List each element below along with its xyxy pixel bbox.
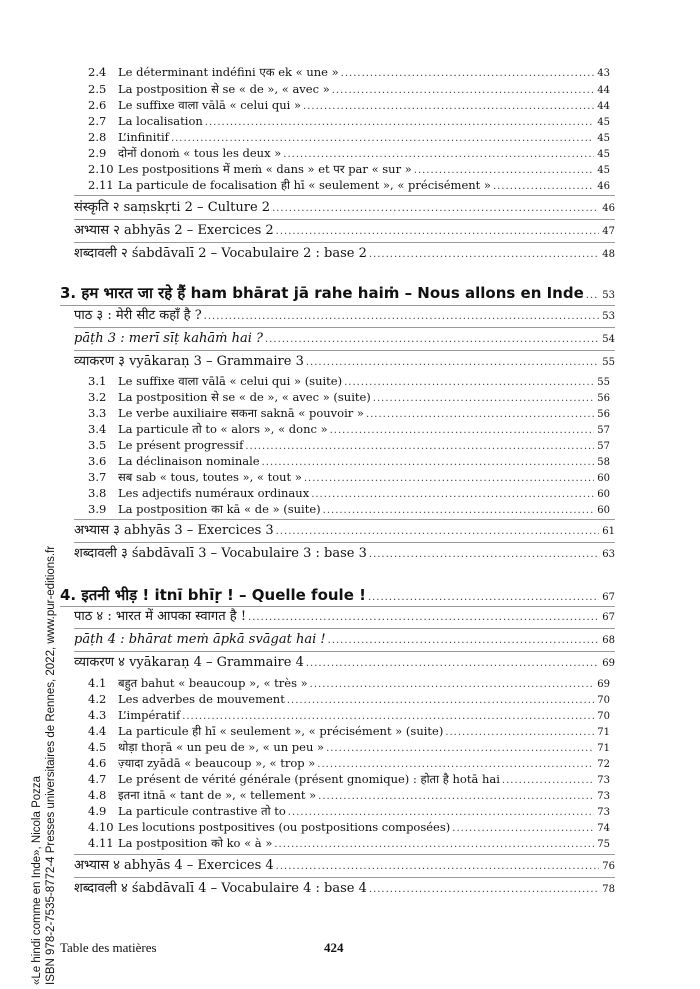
toc-entry-vocab-2[interactable] (74, 244, 615, 264)
chapter-title: 4. इतनी भीड़ ! itnī bhīṛ ! – Quelle foule ! (60, 586, 366, 604)
entry-title: ज़्यादा zyādā « beaucoup », « trop » (118, 756, 316, 770)
entry-page: 73 (597, 791, 610, 802)
divider (74, 350, 615, 351)
entry-number: 3.1 (88, 374, 107, 388)
toc-entry-vocab-4[interactable] (74, 879, 615, 899)
toc-entry-3-8[interactable] (88, 485, 610, 502)
entry-number: 3.3 (88, 406, 107, 420)
entry-number: 4.1 (88, 676, 107, 690)
entry-page: 73 (597, 775, 610, 786)
entry-page: 55 (597, 377, 610, 388)
toc-entry-2-6[interactable] (88, 97, 610, 114)
entry-page: 70 (597, 695, 610, 706)
entry-title: पाठ ४ : भारत में आपका स्वागत है ! (74, 609, 247, 624)
entry-title: L’impératif (118, 708, 181, 722)
entry-number: 3.7 (88, 470, 107, 484)
dot-leader (272, 199, 599, 219)
toc-entry-exercices-2[interactable] (74, 221, 615, 241)
dot-leader (276, 857, 599, 877)
entry-page: 56 (597, 393, 610, 404)
toc-entry-exercices-3[interactable] (74, 521, 615, 541)
entry-title: Les postpositions में meṁ « dans » et पर par « sur » (118, 162, 412, 176)
dot-leader (493, 178, 594, 195)
entry-number: 4.6 (88, 756, 107, 770)
divider (74, 519, 615, 520)
toc-entry-3-5[interactable] (88, 437, 610, 454)
entry-page: 48 (602, 249, 615, 260)
entry-title: शब्दावली ३ śabdāvalī 3 – Vocabulaire 3 : base 3 (74, 546, 367, 561)
toc-chapter-3[interactable] (60, 282, 615, 304)
entry-number: 4.2 (88, 692, 107, 706)
entry-page: 74 (597, 823, 610, 834)
entry-page: 71 (597, 743, 610, 754)
entry-page: 58 (597, 457, 610, 468)
entry-number: 2.11 (88, 178, 114, 192)
entry-page: 45 (597, 165, 610, 176)
toc-entry-3-2[interactable] (88, 389, 610, 406)
entry-page: 45 (597, 149, 610, 160)
toc-entry-4-11[interactable] (88, 835, 610, 852)
toc-entry-4-7[interactable] (88, 771, 610, 788)
entry-page: 56 (597, 409, 610, 420)
footer-page-number: 424 (324, 940, 344, 955)
entry-page: 44 (597, 101, 610, 112)
entry-number: 3.2 (88, 390, 107, 404)
toc-entry-grammar-3[interactable] (74, 352, 615, 372)
divider (74, 242, 615, 243)
entry-title: La particule contrastive तो to (118, 804, 286, 818)
dot-leader (248, 608, 599, 628)
toc-entry-4-6[interactable] (88, 755, 610, 772)
entry-page: 46 (597, 181, 610, 192)
toc-entry-2-4[interactable] (88, 64, 610, 81)
entry-page: 43 (597, 68, 610, 79)
entry-number: 2.8 (88, 130, 107, 144)
toc-entry-4-4[interactable] (88, 723, 610, 740)
entry-title: La particule तो to « alors », « donc » (118, 422, 328, 436)
entry-title: इतना itnā « tant de », « tellement » (118, 788, 317, 802)
entry-number: 4.7 (88, 772, 107, 786)
entry-title: Le verbe auxiliaire सकना saknā « pouvoir » (118, 406, 364, 420)
entry-title: थोड़ा thoṛā « un peu de », « un peu » (118, 740, 325, 754)
toc-entry-3-4[interactable] (88, 421, 610, 438)
entry-page: 57 (597, 441, 610, 452)
toc-entry-2-7[interactable] (88, 113, 610, 130)
entry-number: 4.4 (88, 724, 107, 738)
dot-leader (204, 307, 599, 327)
entry-page: 75 (597, 839, 610, 850)
entry-title: Les adjectifs numéraux ordinaux (118, 486, 310, 500)
entry-page: 67 (602, 612, 615, 623)
toc-entry-lesson-4-translit[interactable] (74, 630, 615, 650)
entry-number: 4.8 (88, 788, 107, 802)
side-credit-line1: «Le hindi comme en Inde», Nicola Pozza (31, 775, 43, 985)
toc-chapter-4[interactable] (60, 584, 615, 606)
side-credit-line2: ISBN 978-2-7535-8772-4 Presses universitaires de Rennes, 2022, www.pur-editions.fr (45, 545, 57, 985)
side-credit (30, 455, 58, 985)
entry-number: 2.4 (88, 65, 107, 79)
entry-number: 2.5 (88, 82, 107, 96)
entry-title: Le suffixe वाला vālā « celui qui » (118, 98, 302, 112)
entry-page: 72 (597, 759, 610, 770)
toc-entry-3-9[interactable] (88, 501, 610, 518)
toc-entry-4-9[interactable] (88, 803, 610, 820)
divider (74, 628, 615, 629)
entry-page: 68 (602, 635, 615, 646)
toc-entry-4-1[interactable] (88, 675, 610, 692)
entry-page: 60 (597, 489, 610, 500)
entry-title: La particule ही hī « seulement », « précisément » (suite) (118, 724, 444, 738)
chapter-title: 3. हम भारत जा रहे हैं ham bhārat jā rahe haiṁ – Nous allons en Inde (60, 284, 584, 302)
entry-page: 60 (597, 473, 610, 484)
entry-title: शब्दावली ४ śabdāvalī 4 – Vocabulaire 4 : base 4 (74, 881, 367, 896)
entry-number: 4.5 (88, 740, 107, 754)
entry-title: व्याकरण ४ vyākaraṇ 4 – Grammaire 4 (74, 655, 304, 670)
dot-leader (276, 222, 599, 242)
toc-entry-4-10[interactable] (88, 819, 610, 836)
entry-title: व्याकरण ३ vyākaraṇ 3 – Grammaire 3 (74, 354, 304, 369)
entry-page: 55 (602, 357, 615, 368)
entry-page: 54 (602, 334, 615, 345)
toc-entry-4-2[interactable] (88, 691, 610, 708)
entry-title: La postposition को ko « à » (118, 836, 273, 850)
dot-leader (265, 330, 599, 350)
entry-number: 4.9 (88, 804, 107, 818)
divider (74, 542, 615, 543)
dot-leader (306, 353, 599, 373)
entry-title: Le déterminant indéfini एक ek « une » (118, 65, 339, 79)
toc-entry-vocab-3[interactable] (74, 544, 615, 564)
toc-entry-lesson-3-translit[interactable] (74, 329, 615, 349)
entry-title: संस्कृति २ saṃskṛti 2 – Culture 2 (74, 200, 271, 215)
entry-page: 78 (602, 884, 615, 895)
entry-title: सब sab « tous, toutes », « tout » (118, 470, 302, 484)
entry-title: La particule de focalisation ही hī « seulement », « précisément » (118, 178, 491, 192)
entry-title: दोनों donoṁ « tous les deux » (118, 146, 282, 160)
entry-number: 3.8 (88, 486, 107, 500)
toc-entry-3-7[interactable] (88, 469, 610, 486)
toc-entry-grammar-4[interactable] (74, 653, 615, 673)
dot-leader (306, 654, 599, 674)
toc-entry-4-5[interactable] (88, 739, 610, 756)
entry-page: 53 (602, 311, 615, 322)
entry-title: Les adverbes de mouvement (118, 692, 285, 706)
toc-entry-4-3[interactable] (88, 707, 610, 724)
footer-section-label: Table des matières (60, 940, 157, 955)
entry-title: pāṭh 4 : bhārat meṁ āpkā svāgat hai ! (74, 632, 326, 647)
entry-page: 45 (597, 117, 610, 128)
entry-number: 2.7 (88, 114, 107, 128)
entry-number: 4.3 (88, 708, 107, 722)
divider (74, 219, 615, 220)
entry-number: 2.9 (88, 146, 107, 160)
entry-page: 69 (602, 658, 615, 669)
entry-title: La postposition का kā « de » (suite) (118, 502, 321, 516)
toc-entry-culture-2[interactable] (74, 198, 615, 218)
dot-leader (369, 245, 599, 265)
toc-entry-lesson-3[interactable] (74, 306, 615, 326)
entry-title: Le présent progressif (118, 438, 244, 452)
divider (74, 195, 615, 196)
dot-leader (276, 522, 599, 542)
entry-title: अभ्यास ३ abhyās 3 – Exercices 3 (74, 523, 274, 538)
dot-leader (323, 502, 594, 519)
entry-page: 67 (602, 592, 615, 603)
entry-page: 69 (597, 679, 610, 690)
entry-page: 45 (597, 133, 610, 144)
entry-page: 70 (597, 711, 610, 722)
entry-title: अभ्यास २ abhyās 2 – Exercices 2 (74, 223, 274, 238)
entry-title: Le suffixe वाला vālā « celui qui » (suite) (118, 374, 343, 388)
entry-page: 57 (597, 425, 610, 436)
entry-number: 3.6 (88, 454, 107, 468)
entry-page: 46 (602, 203, 615, 214)
entry-number: 3.9 (88, 502, 107, 516)
toc-entry-2-9[interactable] (88, 145, 610, 162)
toc-entry-3-6[interactable] (88, 453, 610, 470)
entry-title: Le présent de vérité générale (présent gnomique) : होता है hotā hai (118, 772, 500, 786)
toc-entry-3-3[interactable] (88, 405, 610, 422)
entry-page: 47 (602, 226, 615, 237)
entry-page: 71 (597, 727, 610, 738)
dot-leader (369, 545, 599, 565)
dot-leader (586, 285, 599, 307)
divider (74, 327, 615, 328)
entry-number: 2.6 (88, 98, 107, 112)
toc-entry-lesson-4[interactable] (74, 607, 615, 627)
entry-title: La déclinaison nominale (118, 454, 260, 468)
entry-page: 53 (602, 290, 615, 301)
entry-page: 73 (597, 807, 610, 818)
entry-number: 3.4 (88, 422, 107, 436)
entry-title: बहुत bahut « beaucoup », « très » (118, 676, 308, 690)
entry-number: 4.10 (88, 820, 114, 834)
dot-leader (369, 880, 599, 900)
dot-leader (328, 631, 599, 651)
entry-page: 44 (597, 85, 610, 96)
entry-title: pāṭh 3 : merī sīṭ kahāṁ hai ? (74, 331, 264, 346)
entry-title: शब्दावली २ śabdāvalī 2 – Vocabulaire 2 : base 2 (74, 246, 367, 261)
toc-entry-3-1[interactable] (88, 373, 610, 390)
toc-entry-2-10[interactable] (88, 161, 610, 178)
entry-page: 60 (597, 505, 610, 516)
entry-title: Les locutions postpositives (ou postpositions composées) (118, 820, 451, 834)
entry-title: पाठ ३ : मेरी सीट कहाँ है ? (74, 308, 202, 323)
entry-title: L’infinitif (118, 130, 169, 144)
entry-page: 76 (602, 861, 615, 872)
entry-number: 2.10 (88, 162, 114, 176)
entry-page: 61 (602, 526, 615, 537)
entry-page: 63 (602, 549, 615, 560)
toc-entry-2-5[interactable] (88, 81, 610, 98)
toc-entry-2-8[interactable] (88, 129, 610, 146)
dot-leader (274, 836, 594, 853)
entry-title: La postposition से se « de », « avec » (suite) (118, 390, 371, 404)
divider (74, 651, 615, 652)
entry-number: 3.5 (88, 438, 107, 452)
divider (74, 877, 615, 878)
entry-number: 4.11 (88, 836, 114, 850)
toc-entry-4-8[interactable] (88, 787, 610, 804)
dot-leader (341, 65, 594, 82)
toc-entry-2-11[interactable] (88, 177, 610, 194)
divider (74, 854, 615, 855)
entry-title: La postposition से se « de », « avec » (118, 82, 330, 96)
entry-title: La localisation (118, 114, 203, 128)
entry-title: अभ्यास ४ abhyās 4 – Exercices 4 (74, 858, 274, 873)
toc-entry-exercices-4[interactable] (74, 856, 615, 876)
